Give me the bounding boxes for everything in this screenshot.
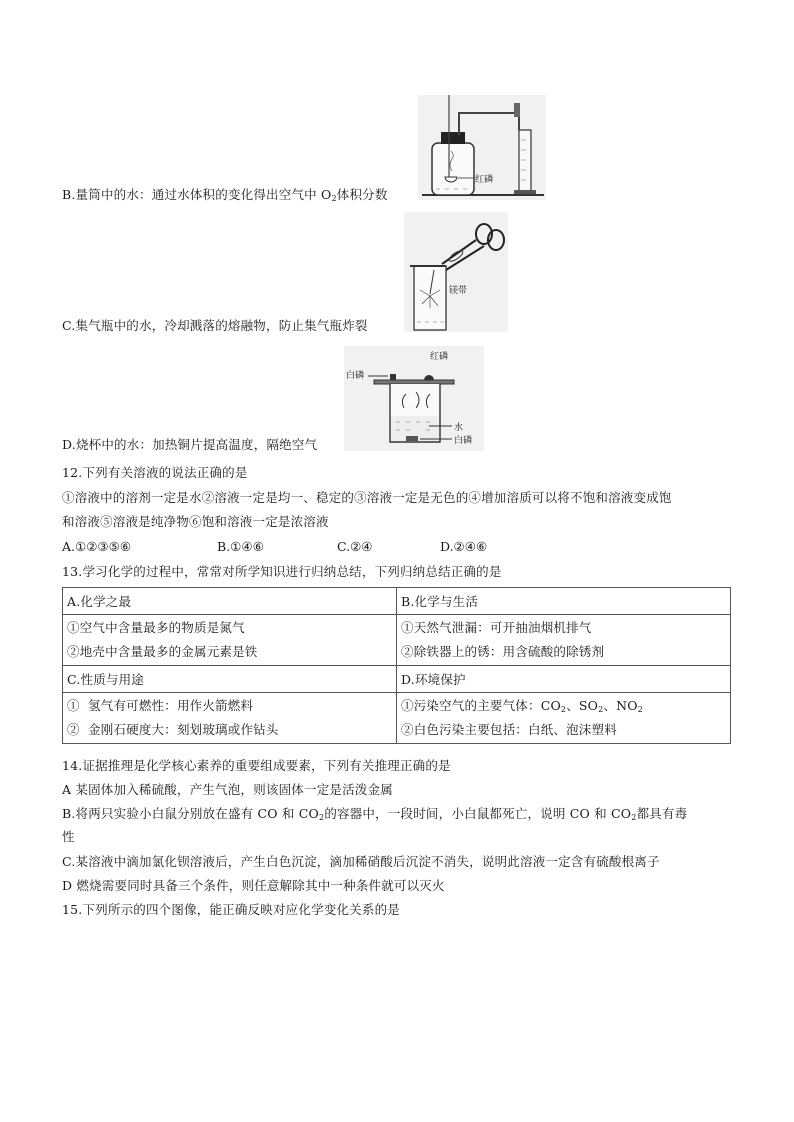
subscript: 2 <box>331 194 337 203</box>
magnesium-ribbon-label: 镁带 <box>449 286 468 296</box>
q14-option-b <box>62 806 687 822</box>
white-phosphorus-label: 白磷 <box>346 371 365 381</box>
q13-stem: 13.学习化学的过程中，常常对所学知识进行归纳总结，下列归纳总结正确的是 <box>62 564 502 579</box>
figure-magnesium-combustion <box>404 212 508 332</box>
q14-option-d: D 燃烧需要同时具备三个条件，则任意解除其中一种条件就可以灭火 <box>62 878 445 893</box>
figure-red-phosphorus-apparatus <box>418 95 546 200</box>
water-label: 水 <box>454 423 464 433</box>
q14-stem: 14.证据推理是化学核心素养的重要组成要素，下列有关推理正确的是 <box>62 758 451 773</box>
q12-stem: 12.下列有关溶液的说法正确的是 <box>62 465 248 480</box>
text: B.将两只实验小白鼠分别放在盛有 CO 和 CO <box>62 806 320 821</box>
red-phosphorus-label: 红磷 <box>475 175 494 185</box>
q12-option-d: D.②④⑥ <box>440 539 488 554</box>
cell-c-item-1: ① 氢气有可燃性：用作火箭燃料 <box>67 698 254 713</box>
q12-option-b: B.①④⑥ <box>217 539 264 554</box>
cell-c-item-2: ② 金刚石硬度大：刻划玻璃或作钻头 <box>67 722 279 737</box>
cell-d-items <box>397 693 731 744</box>
subscript: 2 <box>637 705 644 714</box>
cell-b-item-1: ①天然气泄漏：可开抽油烟机排气 <box>401 620 592 635</box>
option-b-text: B.量筒中的水：通过水体积的变化得出空气中 O <box>62 187 332 202</box>
q14-option-a: A 某固体加入稀硫酸，产生气泡，则该固体一定是活泼金属 <box>62 782 393 797</box>
subscript: 2 <box>319 813 325 822</box>
cell-c-items <box>63 693 397 744</box>
subscript: 2 <box>598 705 604 714</box>
text: 都具有毒 <box>636 806 688 821</box>
cell-a-items <box>63 615 397 666</box>
cell-b-item-2: ②除铁器上的锈：用含硫酸的除锈剂 <box>401 644 605 659</box>
cell-b-title: B.化学与生活 <box>397 588 731 615</box>
cell-d-item-2: ②白色污染主要包括：白纸、泡沫塑料 <box>401 722 617 737</box>
cell-d-item-1 <box>401 694 726 718</box>
q11-option-b <box>62 187 388 203</box>
q12-statements-line1: ①溶液中的溶剂一定是水②溶液一定是均一、稳定的③溶液一定是无色的④增加溶质可以将不饱和溶液变成饱 <box>62 490 672 505</box>
white-phosphorus-underwater-label: 白磷 <box>454 436 473 446</box>
cell-a-title: A.化学之最 <box>63 588 397 615</box>
q11-option-d: D.烧杯中的水：加热铜片提高温度，隔绝空气 <box>62 437 318 452</box>
q12-option-c: C.②④ <box>337 539 373 554</box>
q12-statements-line2: 和溶液⑤溶液是纯净物⑥饱和溶液一定是浓溶液 <box>62 514 329 529</box>
cell-b-items <box>397 615 731 666</box>
q14-option-b-continued: 性 <box>62 829 75 844</box>
red-phosphorus-label: 红磷 <box>430 352 449 362</box>
cell-c-title: C.性质与用途 <box>63 666 397 693</box>
text: 、NO <box>603 698 638 713</box>
subscript: 2 <box>560 705 567 714</box>
option-b-suffix: 体积分数 <box>336 187 388 202</box>
q13-summary-table <box>62 587 731 744</box>
cell-d-title: D.环境保护 <box>397 666 731 693</box>
q12-option-a: A.①②③⑤⑥ <box>62 539 132 554</box>
text: 的容器中，一段时间，小白鼠都死亡，说明 CO 和 CO <box>324 806 632 821</box>
text: ①污染空气的主要气体：CO <box>401 698 561 713</box>
subscript: 2 <box>631 813 637 822</box>
cell-a-item-2: ②地壳中含量最多的金属元素是铁 <box>67 644 258 659</box>
text: 、SO <box>566 698 599 713</box>
cell-a-item-1: ①空气中含量最多的物质是氮气 <box>67 620 245 635</box>
figure-combustion-conditions-beaker <box>344 346 484 451</box>
q15-stem: 15.下列所示的四个图像，能正确反映对应化学变化关系的是 <box>62 902 400 917</box>
q11-option-c: C.集气瓶中的水，冷却溅落的熔融物，防止集气瓶炸裂 <box>62 318 368 333</box>
q14-option-c: C.某溶液中滴加氯化钡溶液后，产生白色沉淀，滴加稀硝酸后沉淀不消失，说明此溶液一定含有硫酸根离子 <box>62 854 660 869</box>
